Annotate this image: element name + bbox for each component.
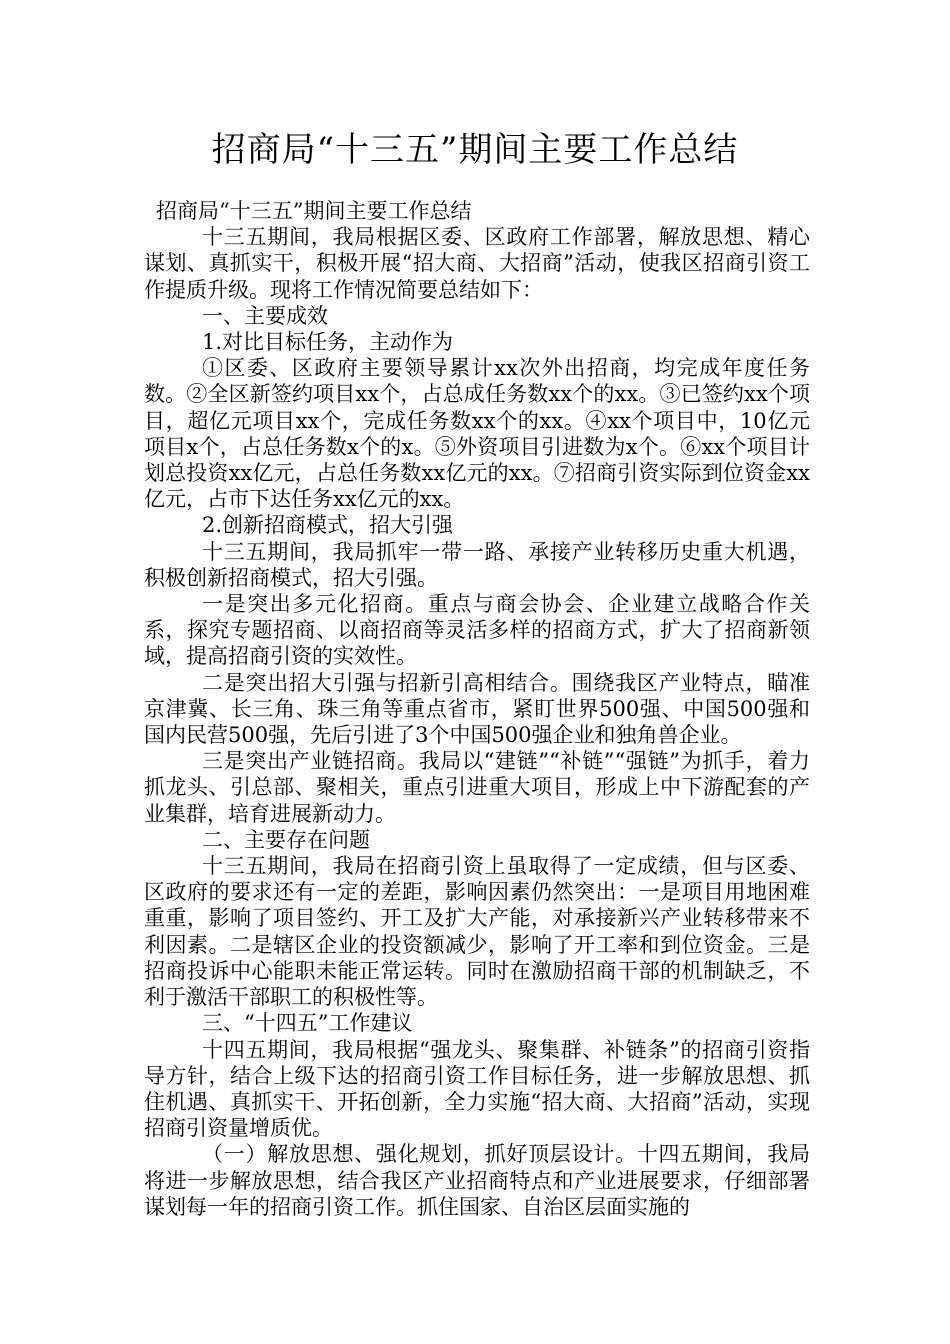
section-heading-suggestions: 三、“十四五”工作建议: [202, 1011, 413, 1036]
problems-paragraph: 十三五期间，我局在招商引资上虽取得了一定成绩，但与区委、区政府的要求还有一定的差距，影响因素仍然突出：一是项目用地困难重重，影响了项目签约、开工及扩大产能，对承接新兴产业转移带来不利因素。二是辖区企业的投资额减少，影响了开工率和到位资金。三是招商投诉中心能职未能正常运转。同时在激励招商干部的机制缺乏，不利于激活干部职工的积极性等。: [144, 854, 810, 1010]
innovation-paragraph: 十三五期间，我局抓牢一带一路、承接产业转移历史重大机遇，积极创新招商模式，招大引强。: [144, 539, 810, 590]
suggestions-paragraph: 十四五期间，我局根据“强龙头、聚集群、补链条”的招商引资指导方针，结合上级下达的招商引资工作目标任务，进一步解放思想、抓住机遇、真抓实干、开拓创新，全力实施“招大商、大招商”活动，实现招商引资量增质优。: [144, 1037, 810, 1141]
intro-paragraph: 十三五期间，我局根据区委、区政府工作部署，解放思想、精心谋划、真抓实干，积极开展“招大商、大招商”活动，使我区招商引资工作提质升级。现将工作情况简要总结如下：: [144, 225, 810, 302]
section-heading-problems: 二、主要存在问题: [202, 827, 370, 852]
subsection-heading-innovation: 2.创新招商模式，招大引强: [202, 513, 454, 538]
subsection-heading-targets: 1.对比目标任务，主动作为: [202, 330, 454, 355]
industry-chain-paragraph: 三是突出产业链招商。我局以“建链”“补链”“强链”为抓手，着力抓龙头、引总部、聚相关，重点引进重大项目，形成上中下游配套的产业集群，培育进展新动力。: [144, 749, 810, 826]
big-investors-paragraph: 二是突出招大引强与招新引高相结合。围绕我区产业特点，瞄准京津冀、长三角、珠三角等重点省市，紧盯世界500强、中国500强和国内民营500强，先后引进了3个中国500强企业和独角兽企业。: [144, 670, 810, 748]
document-subtitle: 招商局“十三五”期间主要工作总结: [156, 199, 472, 223]
diversified-paragraph: 一是突出多元化招商。重点与商会协会、企业建立战略合作关系，探究专题招商、以商招商等灵活多样的招商方式，扩大了招商新领域，提高招商引资的实效性。: [144, 592, 810, 669]
section-heading-achievements: 一、主要成效: [202, 303, 328, 328]
document-body: [144, 198, 810, 1220]
targets-paragraph: ①区委、区政府主要领导累计xx次外出招商，均完成年度任务数。②全区新签约项目xx个，占总成任务数xx个的xx。③已签约xx个项目，超亿元项目xx个，完成任务数xx个的xx。④xx个项目中，10亿元项目x个，占总任务数x个的x。⑤外资项目引进数为x个。⑥xx个项目计划总投资xx亿元，占总任务数xx亿元的xx。⑦招商引资实际到位资金xx亿元，占市下达任务xx亿元的xx。: [144, 356, 810, 512]
document-title: 招商局“十三五”期间主要工作总结: [211, 130, 739, 170]
planning-paragraph: （一）解放思想、强化规划，抓好顶层设计。十四五期间，我局将进一步解放思想，结合我区产业招商特点和产业进展要求，仔细部署谋划每一年的招商引资工作。抓住国家、自治区层面实施的: [144, 1142, 810, 1219]
